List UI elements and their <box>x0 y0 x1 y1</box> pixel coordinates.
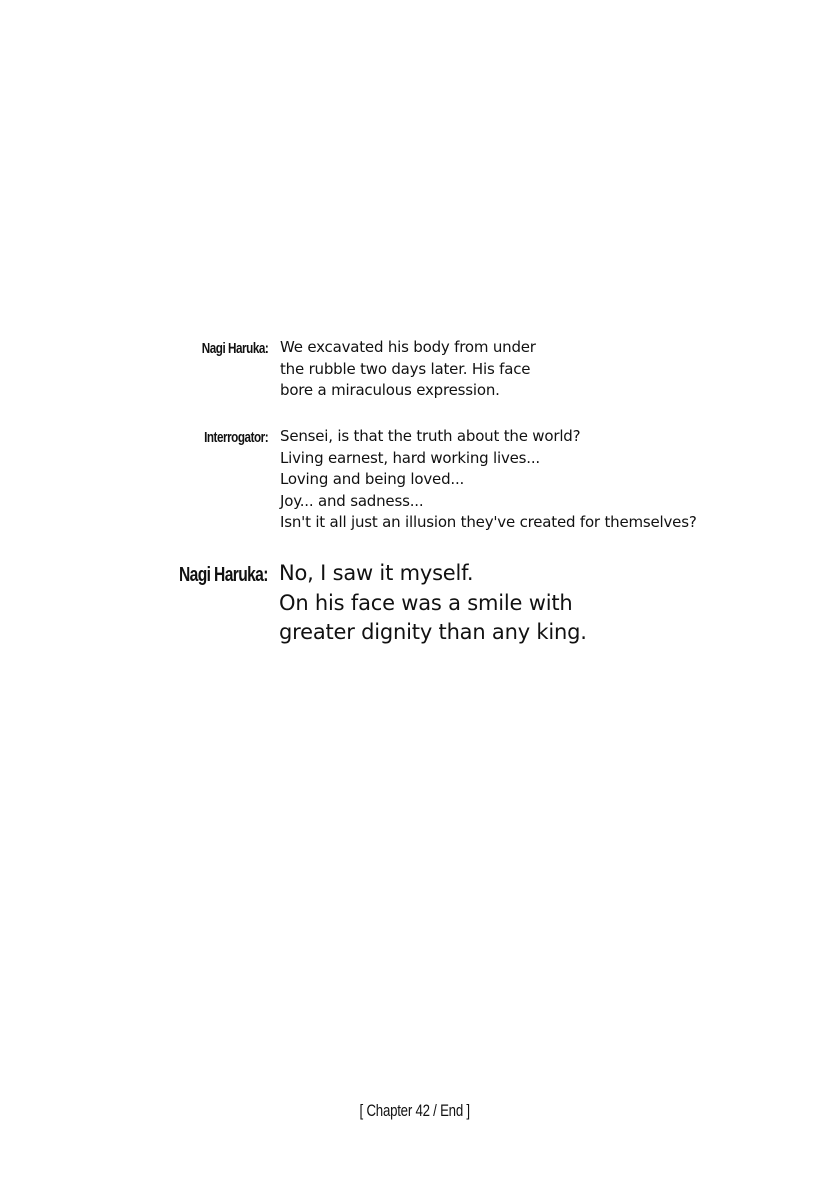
dialogue-text <box>280 337 536 402</box>
dialogue-line: Isn't it all just an illusion they've created for themselves? <box>280 513 697 531</box>
dialogue-line: We excavated his body from under <box>280 338 536 356</box>
speaker-name: Interrogator: <box>203 429 268 446</box>
dialogue-line: Sensei, is that the truth about the world? <box>280 427 581 445</box>
dialogue-line: greater dignity than any king. <box>279 620 587 644</box>
dialogue-line: No, I saw it myself. <box>279 561 474 585</box>
dialogue-text <box>279 559 587 648</box>
speaker-name: Nagi Haruka: <box>179 564 268 586</box>
dialogue-line: Loving and being loved... <box>280 470 465 488</box>
dialogue-line: On his face was a smile with <box>279 590 573 615</box>
dialogue-line: the rubble two days later. His face <box>280 359 531 378</box>
dialogue-text <box>280 426 697 534</box>
chapter-end-footer <box>0 1101 829 1121</box>
speaker-name: Nagi Haruka: <box>201 340 268 357</box>
dialogue-line: Living earnest, hard working lives... <box>280 448 540 467</box>
dialogue-line: bore a miraculous expression. <box>280 381 500 399</box>
chapter-end-label: [ Chapter 42 / End ] <box>359 1101 470 1120</box>
dialogue-line: Joy... and sadness... <box>280 491 424 510</box>
